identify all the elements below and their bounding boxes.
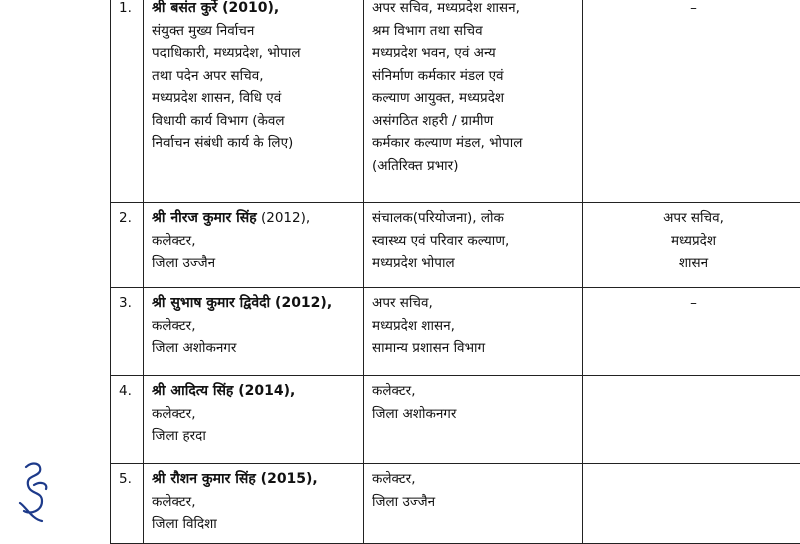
current-designation-line: संयुक्त मुख्य निर्वाचन [152, 20, 357, 43]
serial-number: 1. [111, 0, 144, 203]
new-posting-line: कलेक्टर, [372, 468, 576, 491]
new-posting-cell [364, 203, 583, 288]
table-row [111, 376, 800, 464]
serial-number: 3. [111, 288, 144, 376]
current-designation-line: कलेक्टर, [152, 315, 357, 338]
new-posting-line: कलेक्टर, [372, 380, 576, 403]
current-designation-line: कलेक्टर, [152, 403, 357, 426]
current-designation-line: पदाधिकारी, मध्यप्रदेश, भोपाल [152, 42, 357, 65]
handwritten-initials [12, 455, 60, 525]
current-designation-line: तथा पदेन अपर सचिव, [152, 65, 357, 88]
new-posting-line: जिला अशोकनगर [372, 403, 576, 426]
officer-name: श्री नीरज कुमार सिंह (2012), [152, 207, 357, 230]
officer-cell [144, 464, 364, 544]
officer-name: श्री रौशन कुमार सिंह (2015), [152, 468, 357, 491]
additional-charge-cell [583, 203, 800, 288]
additional-charge-cell [583, 0, 800, 203]
new-posting-line: सामान्य प्रशासन विभाग [372, 337, 576, 360]
additional-charge-line: मध्यप्रदेश [591, 230, 796, 253]
current-designation-line: जिला हरदा [152, 425, 357, 448]
serial-number: 4. [111, 376, 144, 464]
current-designation-line: कलेक्टर, [152, 230, 357, 253]
officer-name: श्री सुभाष कुमार द्विवेदी (2012), [152, 292, 357, 315]
current-designation-line: जिला विदिशा [152, 513, 357, 536]
new-posting-cell [364, 464, 583, 544]
new-posting-line: कल्याण आयुक्त, मध्यप्रदेश [372, 87, 576, 110]
new-posting-line: असंगठित शहरी / ग्रामीण [372, 110, 576, 133]
officer-cell [144, 288, 364, 376]
new-posting-line: संचालक(परियोजना), लोक [372, 207, 576, 230]
new-posting-line: मध्यप्रदेश शासन, [372, 315, 576, 338]
officer-cell [144, 376, 364, 464]
new-posting-line: अपर सचिव, [372, 292, 576, 315]
new-posting-line: जिला उज्जैन [372, 491, 576, 514]
officer-name: श्री आदित्य सिंह (2014), [152, 380, 357, 403]
new-posting-line: मध्यप्रदेश भवन, एवं अन्य [372, 42, 576, 65]
current-designation-line: कलेक्टर, [152, 491, 357, 514]
new-posting-line: अपर सचिव, मध्यप्रदेश शासन, [372, 0, 576, 20]
current-designation-line: मध्यप्रदेश शासन, विधि एवं [152, 87, 357, 110]
new-posting-line: (अतिरिक्त प्रभार) [372, 155, 576, 178]
officer-cell [144, 203, 364, 288]
new-posting-cell [364, 0, 583, 203]
new-posting-line: कर्मकार कल्याण मंडल, भोपाल [372, 132, 576, 155]
current-designation-line: निर्वाचन संबंधी कार्य के लिए) [152, 132, 357, 155]
additional-charge-line: अपर सचिव, [591, 207, 796, 230]
serial-number: 5. [111, 464, 144, 544]
table-row [111, 0, 800, 203]
new-posting-cell [364, 288, 583, 376]
additional-charge-line: शासन [591, 252, 796, 275]
officer-cell [144, 0, 364, 203]
additional-charge-cell [583, 288, 800, 376]
current-designation-line: विधायी कार्य विभाग (केवल [152, 110, 357, 133]
additional-charge-cell [583, 376, 800, 464]
new-posting-line: मध्यप्रदेश भोपाल [372, 252, 576, 275]
new-posting-line: श्रम विभाग तथा सचिव [372, 20, 576, 43]
additional-charge-line: – [591, 0, 796, 20]
additional-charge-line: – [591, 292, 796, 315]
transfer-order-table [110, 0, 800, 544]
new-posting-cell [364, 376, 583, 464]
table-row [111, 464, 800, 544]
current-designation-line: जिला उज्जैन [152, 252, 357, 275]
table-row [111, 288, 800, 376]
current-designation-line: जिला अशोकनगर [152, 337, 357, 360]
serial-number: 2. [111, 203, 144, 288]
table-row [111, 203, 800, 288]
new-posting-line: स्वास्थ्य एवं परिवार कल्याण, [372, 230, 576, 253]
additional-charge-cell [583, 464, 800, 544]
new-posting-line: संनिर्माण कर्मकार मंडल एवं [372, 65, 576, 88]
officer-name: श्री बसंत कुर्रे (2010), [152, 0, 357, 20]
